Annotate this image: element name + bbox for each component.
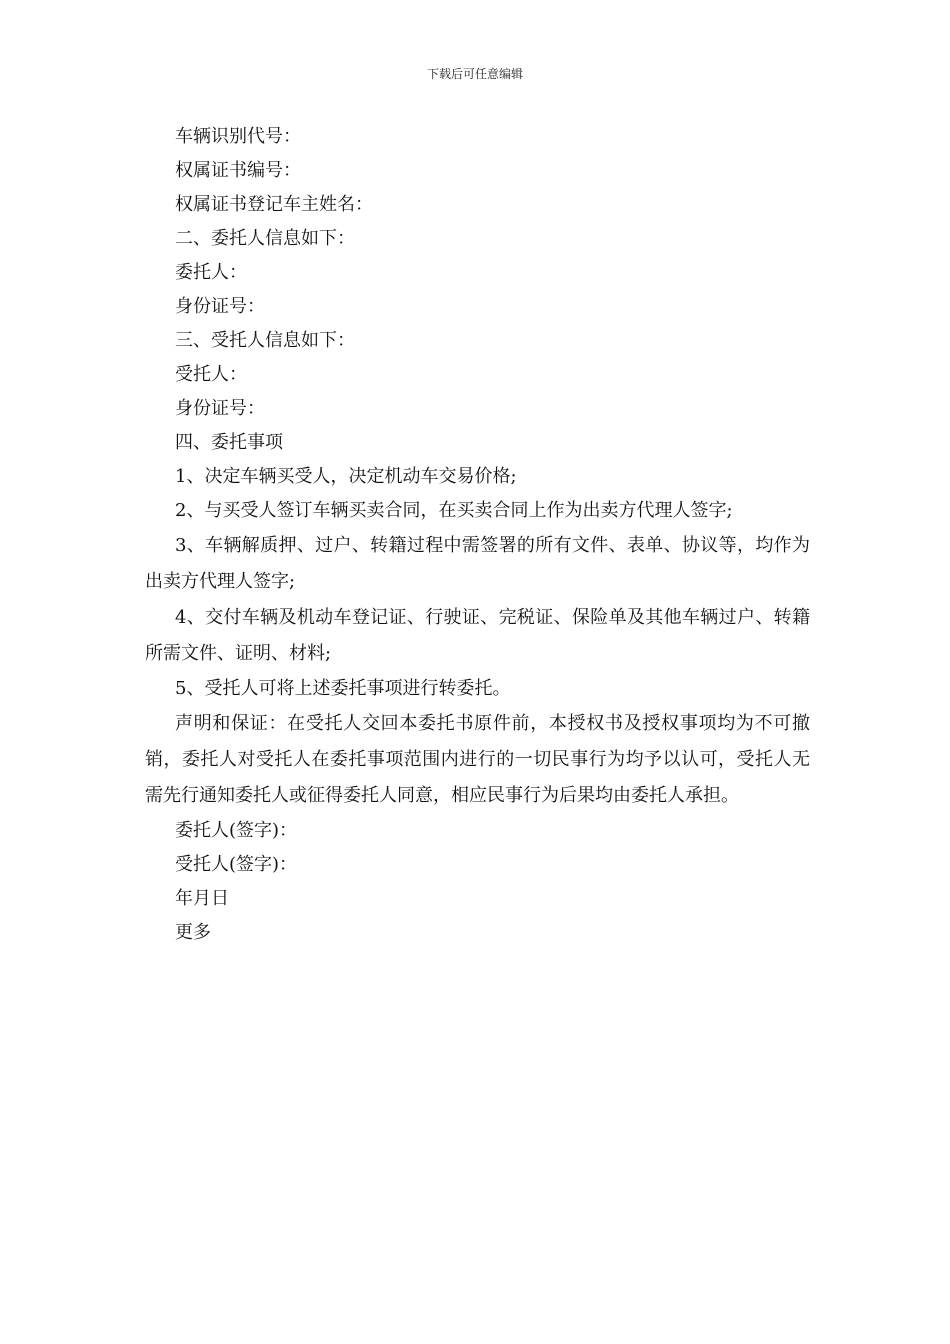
entrust-item-1: 1、决定车辆买受人，决定机动车交易价格; bbox=[175, 466, 517, 487]
entrust-item-3: 3、车辆解质押、过户、转籍过程中需签署的所有文件、表单、协议等，均作为出卖方代理人签字; bbox=[145, 535, 810, 592]
entrust-item-2: 2、与买受人签订车辆买卖合同，在买卖合同上作为出卖方代理人签字; bbox=[175, 500, 733, 521]
principal-label: 委托人： bbox=[175, 262, 247, 283]
principal-signature-label: 委托人(签字)： bbox=[175, 820, 298, 841]
date-line: 年月日 bbox=[175, 888, 229, 909]
entrust-item-5: 5、受托人可将上述委托事项进行转委托。 bbox=[175, 678, 511, 699]
page-header-note: 下载后可任意编辑 bbox=[426, 67, 523, 81]
section4-title: 四、委托事项 bbox=[175, 432, 283, 453]
agent-label: 受托人： bbox=[175, 364, 247, 385]
declaration-paragraph: 声明和保证：在受托人交回本委托书原件前，本授权书及授权事项均为不可撤销，委托人对受托人在委托事项范围内进行的一切民事行为均予以认可，受托人无需先行通知委托人或征得委托人同意，相应民事行为后果均由委托人承担。 bbox=[145, 713, 810, 806]
vin-label: 车辆识别代号： bbox=[175, 126, 301, 147]
principal-id-label: 身份证号： bbox=[175, 296, 265, 317]
document-body bbox=[145, 120, 810, 950]
agent-id-label: 身份证号： bbox=[175, 398, 265, 419]
agent-signature-label: 受托人(签字)： bbox=[175, 854, 298, 875]
cert-number-label: 权属证书编号： bbox=[175, 160, 301, 181]
entrust-item-4: 4、交付车辆及机动车登记证、行驶证、完税证、保险单及其他车辆过户、转籍所需文件、证明、材料; bbox=[145, 607, 810, 664]
more-text: 更多 bbox=[175, 922, 211, 943]
section3-title: 三、受托人信息如下： bbox=[175, 330, 355, 351]
section2-title: 二、委托人信息如下： bbox=[175, 228, 355, 249]
cert-owner-label: 权属证书登记车主姓名： bbox=[175, 194, 373, 215]
